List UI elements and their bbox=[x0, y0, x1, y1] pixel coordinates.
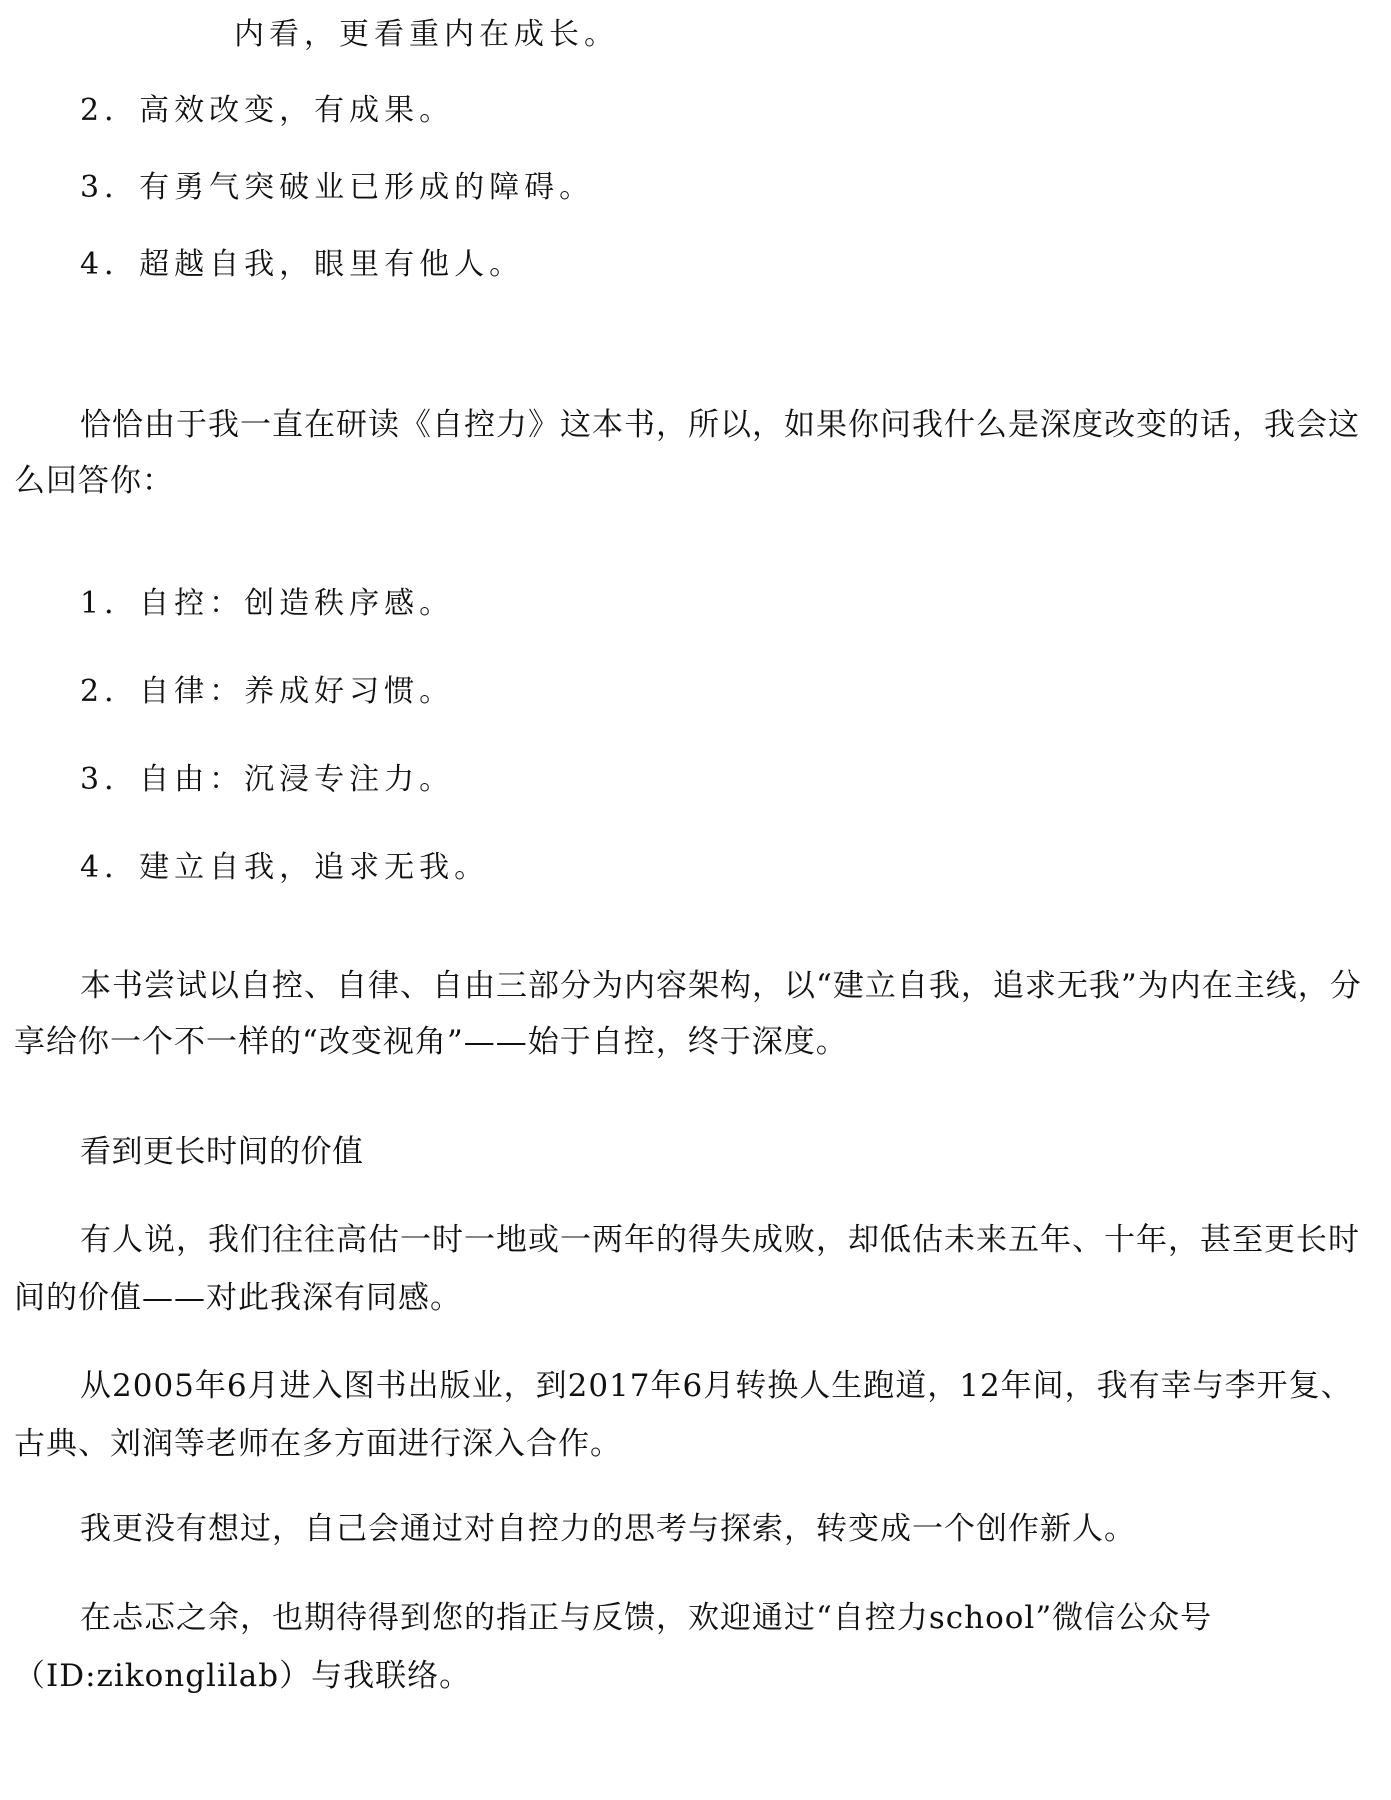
paragraph-structure: 本书尝试以自控、自律、自由三部分为内容架构，以“建立自我，追求无我”为内在主线，分享给你一个不一样的“改变视角”——始于自控，终于深度。 bbox=[14, 968, 1362, 1060]
section-heading: 看到更长时间的价值 bbox=[80, 1134, 364, 1170]
paragraph-new-author: 我更没有想过，自己会通过对自控力的思考与探索，转变成一个创作新人。 bbox=[80, 1511, 1136, 1547]
paragraph-long-term: 有人说，我们往往高估一时一地或一两年的得失成败，却低估未来五年、十年，甚至更长时间的价值——对此我深有同感。 bbox=[14, 1222, 1360, 1316]
continuation-line: 内看，更看重内在成长。 bbox=[234, 17, 619, 52]
list-two-item-2: 2．自律：养成好习惯。 bbox=[80, 674, 455, 709]
list-one-item-2: 2．高效改变，有成果。 bbox=[80, 93, 455, 128]
list-two-item-4: 4．建立自我，追求无我。 bbox=[80, 850, 490, 885]
paragraph-career: 从2005年6月进入图书出版业，到2017年6月转换人生跑道，12年间，我有幸与李开复、古典、刘润等老师在多方面进行深入合作。 bbox=[14, 1368, 1353, 1462]
list-two-item-3: 3．自由：沉浸专注力。 bbox=[80, 762, 455, 797]
list-one-item-4: 4．超越自我，眼里有他人。 bbox=[80, 247, 525, 282]
paragraph-intro: 恰恰由于我一直在研读《自控力》这本书，所以，如果你问我什么是深度改变的话，我会这么回答你： bbox=[14, 407, 1360, 499]
list-two-item-1: 1．自控：创造秩序感。 bbox=[80, 586, 455, 621]
paragraph-contact: 在忐忑之余，也期待得到您的指正与反馈，欢迎通过“自控力school”微信公众号（ID:zikonglilab）与我联络。 bbox=[14, 1600, 1213, 1694]
list-one-item-3: 3．有勇气突破业已形成的障碍。 bbox=[80, 170, 595, 205]
